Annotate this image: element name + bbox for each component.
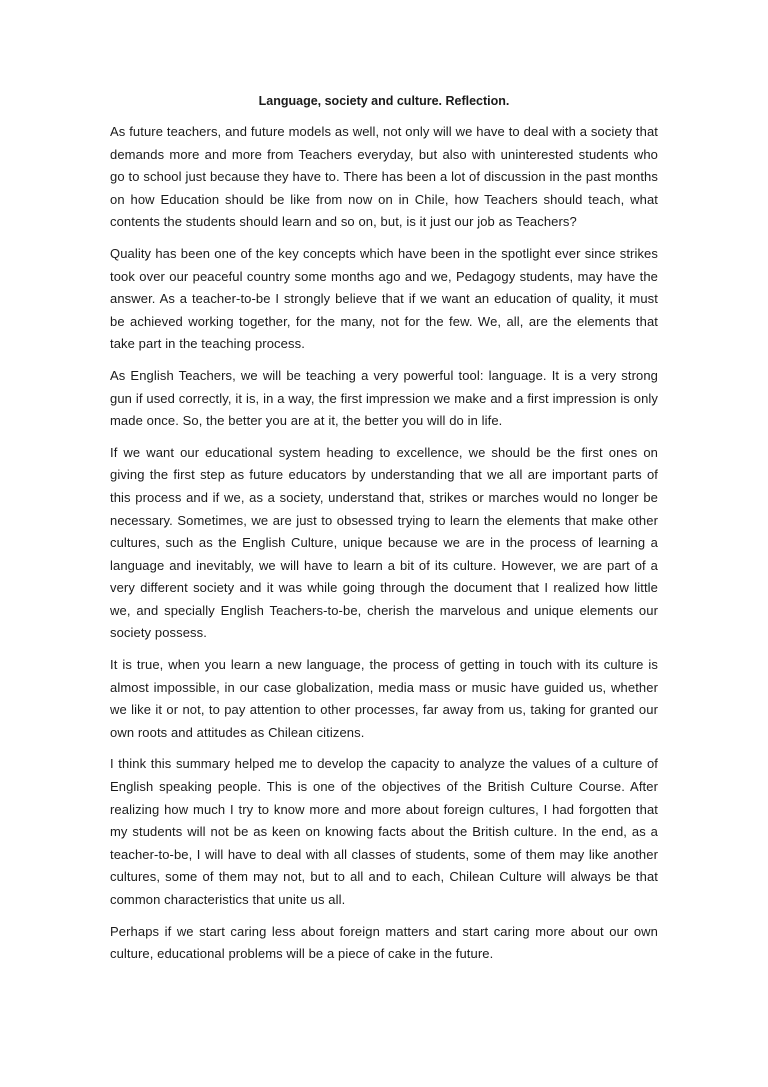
paragraph-1: As future teachers, and future models as well, not only will we have to deal with a society that demands more and more from Teachers everyday, but also with uninterested students who go to school just because they have to. There has been a lot of discussion in the past months on how Education should be like from now on in Chile, how Teachers should teach, what contents the students should learn and so on, but, is it just our job as Teachers? — [110, 124, 658, 230]
paragraph-7: Perhaps if we start caring less about foreign matters and start caring more about our own culture, educational problems will be a piece of cake in the future. — [110, 923, 658, 962]
paragraph-4: If we want our educational system heading to excellence, we should be the first ones on giving the first step as future educators by understanding that we all are important parts of this process and if we, as a society, understand that, strikes or marches would no longer be necessary. Sometimes, we are just to obsessed trying to learn the elements that make other cultures, such as the English Culture, unique because we are in the process of learning a language and inevitably, we will have to learn a bit of its culture. However, we are part of a very different society and it was while going through the document that I realized how little we, and specially English Teachers-to-be, cherish the marvelous and unique elements our society possess. — [110, 444, 658, 641]
document-page — [110, 92, 658, 975]
document-title: Language, society and culture. Reflection. — [258, 94, 510, 108]
paragraph-5: It is true, when you learn a new language, the process of getting in touch with its culture is almost impossible, in our case globalization, media mass or music have guided us, whether we like it or not, to pay attention to other processes, far away from us, taking for granted our own roots and attitudes as Chilean citizens. — [110, 657, 658, 740]
paragraph-6: I think this summary helped me to develop the capacity to analyze the values of a culture of English speaking people. This is one of the objectives of the British Culture Course. After realizing how much I try to know more and more about foreign cultures, I had forgotten that my students will not be as keen on knowing facts about the British culture. In the end, as a teacher-to-be, I will have to deal with all classes of students, some of them may like another cultures, some of them may not, but to all and to each, Chilean Culture will always be that common characteristics that unite us all. — [110, 756, 658, 907]
paragraph-2: Quality has been one of the key concepts which have been in the spotlight ever since strikes took over our peaceful country some months ago and we, Pedagogy students, may have the answer. As a teacher-to-be I strongly believe that if we want an education of quality, it must be achieved working together, for the many, not for the few. We, all, are the elements that take part in the teaching process. — [110, 245, 658, 352]
paragraph-3: As English Teachers, we will be teaching a very powerful tool: language. It is a very strong gun if used correctly, it is, in a way, the first impression we make and a first impression is only made once. So, the better you are at it, the better you will do in life. — [110, 367, 658, 429]
